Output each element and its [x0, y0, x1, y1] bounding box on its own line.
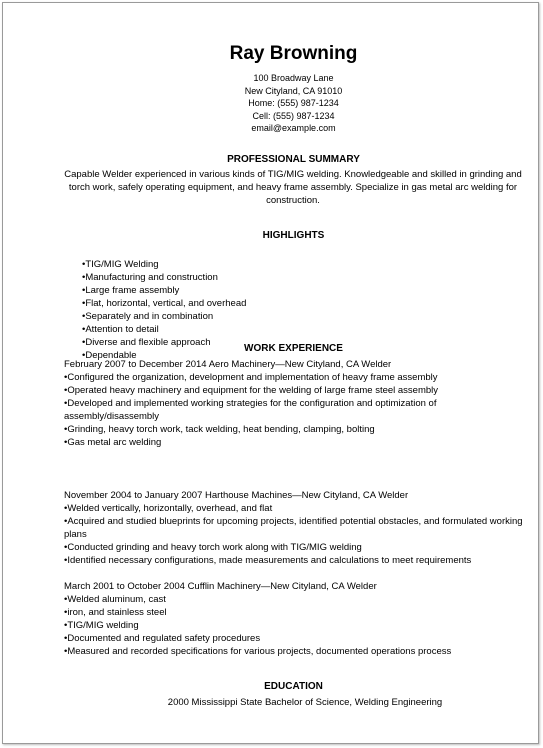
list-item: • Documented and regulated safety procedures: [64, 632, 534, 645]
list-item: • Welded vertically, horizontally, overhead, and flat: [64, 502, 534, 515]
contact-home-phone: Home: (555) 987-1234: [248, 98, 339, 109]
list-item: • Configured the organization, development and implementation of heavy frame assembly: [64, 371, 534, 384]
education-entry: 2000 Mississippi State Bachelor of Science, Welding Engineering: [167, 697, 443, 708]
job-title: November 2004 to January 2007 Harthouse Machines—New Cityland, CA Welder: [64, 490, 409, 501]
contact-cell-phone: Cell: (555) 987-1234: [252, 110, 335, 121]
list-item: • iron, and stainless steel: [64, 606, 534, 619]
list-item: • Manufacturing and construction: [82, 271, 246, 284]
experience-heading: WORK EXPERIENCE: [244, 343, 343, 354]
list-item: • Welded aluminum, cast: [64, 593, 534, 606]
job-title: March 2001 to October 2004 Cufflin Machinery—New Cityland, CA Welder: [64, 581, 377, 592]
contact-address: 100 Broadway Lane: [253, 73, 334, 83]
list-item: • Gas metal arc welding: [64, 436, 534, 449]
summary-text: Capable Welder experienced in various kinds of TIG/MIG welding. Knowledgeable and skilled in grinding and torch work, safely operating equipment, and heavy frame assembly. Specialize in gas metal arc welding for construction.: [64, 169, 522, 206]
list-item: • Flat, horizontal, vertical, and overhead: [82, 297, 246, 310]
list-item: • Acquired and studied blueprints for upcoming projects, identified potential obstacles, and formulated working plans: [64, 515, 534, 541]
list-item: • TIG/MIG Welding: [82, 258, 246, 271]
list-item: • Diverse and flexible approach: [82, 336, 246, 349]
job-entry: [64, 358, 534, 449]
list-item: • Measured and recorded specifications for various projects, documented operations process: [64, 645, 534, 658]
list-item: • Large frame assembly: [82, 284, 246, 297]
list-item: • Conducted grinding and heavy torch work along with TIG/MIG welding: [64, 541, 534, 554]
job-entry: [64, 489, 534, 567]
contact-city: New Cityland, CA 91010: [244, 85, 343, 96]
highlights-heading: HIGHLIGHTS: [262, 230, 325, 241]
education-heading: EDUCATION: [264, 681, 323, 692]
list-item: • Dependable: [82, 349, 246, 362]
list-item: • Separately and in combination: [82, 310, 246, 323]
list-item: • Identified necessary configurations, made measurements and calculations to meet requirements: [64, 554, 534, 567]
list-item: • Developed and implemented working strategies for the configuration and optimization of assembly/disassembly: [64, 397, 534, 423]
list-item: • Operated heavy machinery and equipment for the welding of large frame steel assembly: [64, 384, 534, 397]
job-entry: [64, 580, 534, 658]
contact-block: [0, 72, 543, 135]
list-item: • Attention to detail: [82, 323, 246, 336]
candidate-name: Ray Browning: [229, 43, 358, 64]
list-item: • Grinding, heavy torch work, tack welding, heat bending, clamping, bolting: [64, 423, 534, 436]
list-item: • TIG/MIG welding: [64, 619, 534, 632]
job-title: February 2007 to December 2014 Aero Machinery—New Cityland, CA Welder: [64, 359, 392, 370]
summary-heading: PROFESSIONAL SUMMARY: [227, 154, 360, 165]
contact-email: email@example.com: [251, 123, 336, 134]
